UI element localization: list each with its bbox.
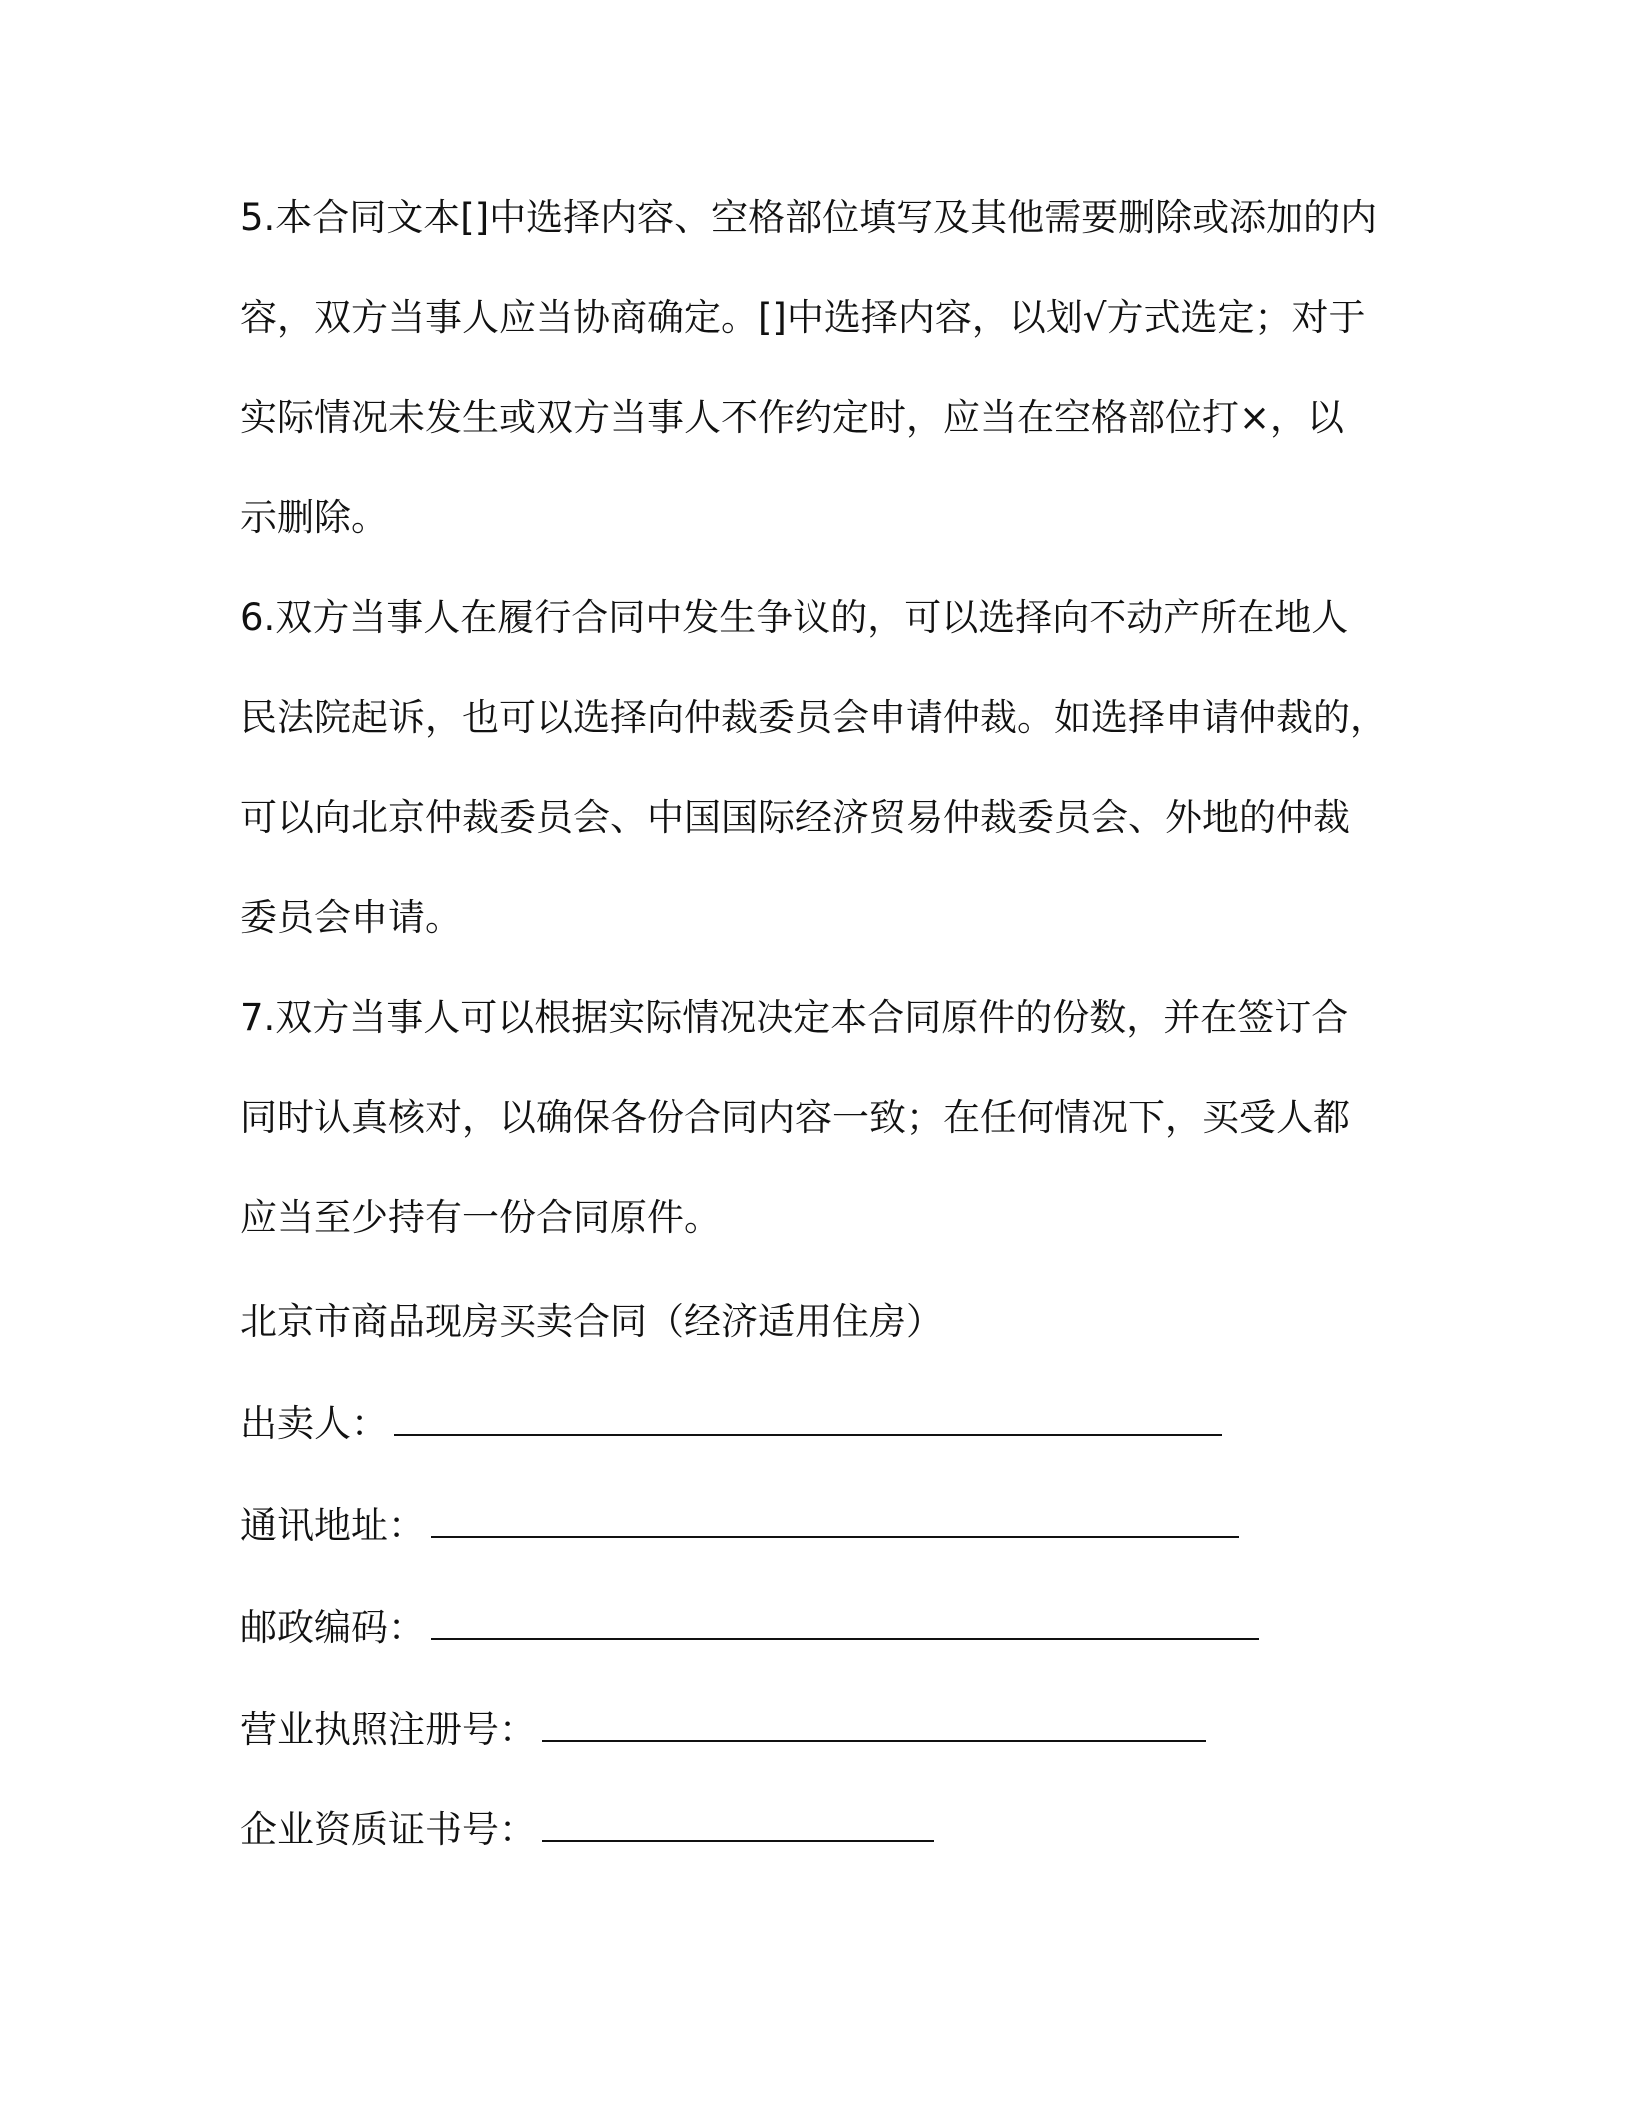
postcode-label: 邮政编码： bbox=[240, 1606, 425, 1649]
clause-7-line-3: 应当至少持有一份合同原件。 bbox=[240, 1196, 721, 1239]
business-license-label: 营业执照注册号： bbox=[240, 1708, 536, 1751]
qualification-cert-blank[interactable] bbox=[542, 1810, 934, 1842]
seller-field bbox=[240, 1400, 1222, 1448]
clause-6-line-4: 委员会申请。 bbox=[240, 896, 462, 939]
clause-7-line-1: 7.双方当事人可以根据实际情况决定本合同原件的份数，并在签订合 bbox=[240, 996, 1349, 1039]
address-label: 通讯地址： bbox=[240, 1504, 425, 1547]
address-field bbox=[240, 1502, 1239, 1550]
business-license-field bbox=[240, 1706, 1206, 1754]
business-license-blank[interactable] bbox=[542, 1710, 1206, 1742]
clause-5-line-2: 容，双方当事人应当协商确定。[]中选择内容，以划√方式选定；对于 bbox=[240, 296, 1366, 339]
contract-title: 北京市商品现房买卖合同（经济适用住房） bbox=[240, 1300, 943, 1343]
qualification-cert-field bbox=[240, 1806, 934, 1854]
clause-6-line-2: 民法院起诉，也可以选择向仲裁委员会申请仲裁。如选择申请仲裁的， bbox=[240, 696, 1387, 739]
clause-5-line-4: 示删除。 bbox=[240, 496, 388, 539]
seller-label: 出卖人： bbox=[240, 1402, 388, 1445]
postcode-blank[interactable] bbox=[431, 1608, 1259, 1640]
postcode-field bbox=[240, 1604, 1259, 1652]
address-blank[interactable] bbox=[431, 1506, 1239, 1538]
clause-5-line-1: 5.本合同文本[]中选择内容、空格部位填写及其他需要删除或添加的内 bbox=[240, 196, 1378, 239]
seller-blank[interactable] bbox=[394, 1404, 1222, 1436]
clause-6-line-3: 可以向北京仲裁委员会、中国国际经济贸易仲裁委员会、外地的仲裁 bbox=[240, 796, 1350, 839]
clause-6-line-1: 6.双方当事人在履行合同中发生争议的，可以选择向不动产所在地人 bbox=[240, 596, 1349, 639]
clause-7-line-2: 同时认真核对，以确保各份合同内容一致；在任何情况下，买受人都 bbox=[240, 1096, 1350, 1139]
clause-5-line-3: 实际情况未发生或双方当事人不作约定时，应当在空格部位打×，以 bbox=[240, 396, 1345, 439]
qualification-cert-label: 企业资质证书号： bbox=[240, 1808, 536, 1851]
